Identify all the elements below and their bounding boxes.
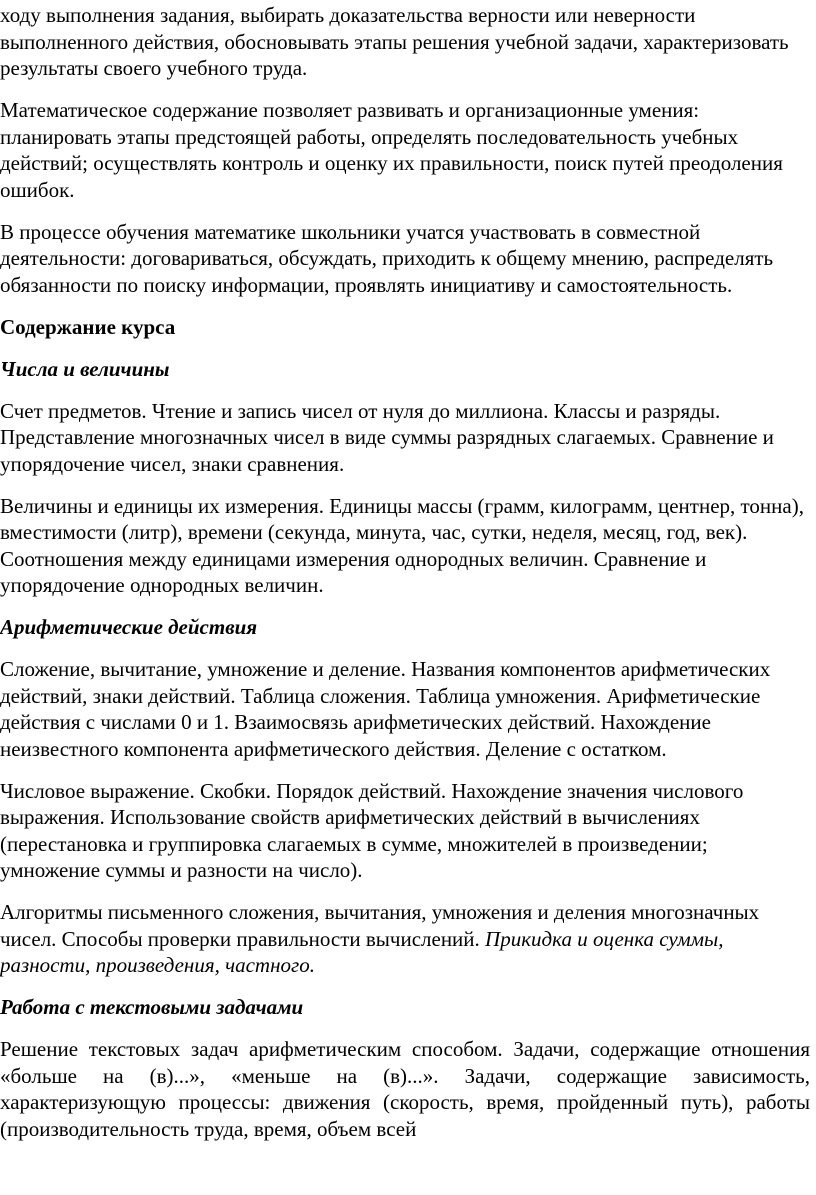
document-page [0,2,816,1195]
heading-course-content: Содержание курса [0,314,176,339]
paragraph-counting: Счет предметов. Чтение и запись чисел от нуля до миллиона. Классы и разряды. Представление многозначных чисел в виде суммы разрядных слагаемых. Сравнение и упорядочение чисел, знаки сравнения. [0,398,774,476]
paragraph-joint-activity: В процессе обучения математике школьники учатся участвовать в совместной деятельности: договариваться, обсуждать, приходить к общему мнению, распределять обязанности по поиску информации, проявлять инициативу и самостоятельность. [0,219,774,297]
paragraph-expressions: Числовое выражение. Скобки. Порядок действий. Нахождение значения числового выражения. Использование свойств арифметических действий в вычислениях (перестановка и группировка слагаемых в сумме, множителей в произведении; умножение суммы и разности на число). [0,778,744,882]
heading-numbers-and-quantities: Числа и величины [0,356,170,381]
heading-text-tasks: Работа с текстовыми задачами [0,995,304,1019]
paragraph-units: Величины и единицы их измерения. Единицы массы (грамм, килограмм, центнер, тонна), вместимости (литр), времени (секунда, минута, час, сутки, неделя, месяц, год, век). Соотношения между единицами измерения однородных величин. Сравнение и упорядочение однородных величин. [0,493,804,597]
paragraph-operations: Сложение, вычитание, умножение и деление. Названия компонентов арифметических действий, знаки действий. Таблица сложения. Таблица умножения. Арифметические действия с числами 0 и 1. Взаимосвязь арифметических действий. Нахождение неизвестного компонента арифметического действия. Деление с остатком. [0,657,771,761]
paragraph-text-tasks: Решение текстовых задач арифметическим способом. Задачи, содержащие отношения «больше на (в)...», «меньше на (в)...». Задачи, содержащие зависимость, характеризующую процессы: движения (скорость, время, пройденный путь), работы (производительность труда, время, объем всей [0,1037,810,1141]
estimation-text: Прикидка и оценка суммы, разности, произведения, частного. [0,926,724,977]
heading-arithmetic-operations: Арифметические действия [0,615,258,639]
paragraph-algorithms [0,899,810,979]
algorithms-text: Алгоритмы письменного сложения, вычитания, умножения и деления многозначных чисел. Способы проверки правильности вычислений. [0,900,760,951]
paragraph-organizational-skills: Математическое содержание позволяет развивать и организационные умения: планировать этапы предстоящей работы, определять последовательность учебных действий; осуществлять контроль и оценку их правильности, поиск путей преодоления ошибок. [0,98,783,202]
paragraph-learning-activity: ходу выполнения задания, выбирать доказательства верности или неверности выполненного действия, обосновывать этапы решения учебной задачи, характеризовать результаты своего учебного труда. [0,3,789,80]
